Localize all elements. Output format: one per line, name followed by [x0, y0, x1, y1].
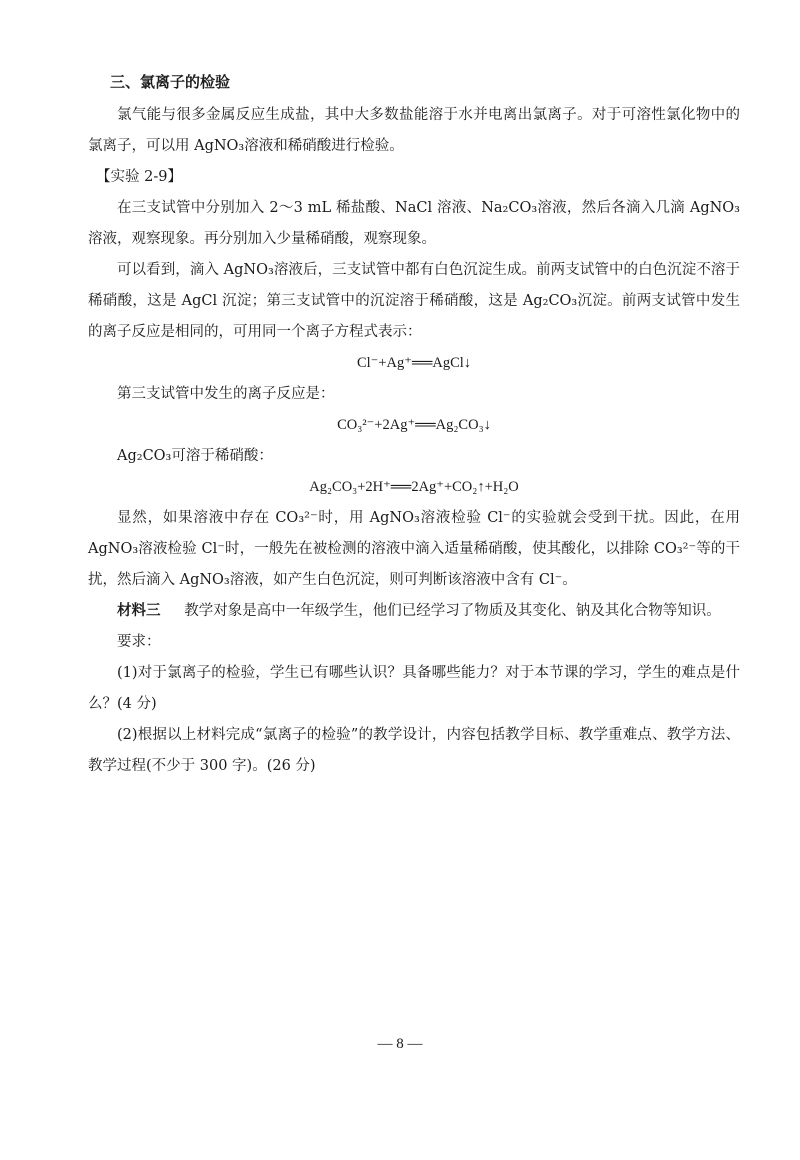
- requirements-label: 要求：: [117, 634, 161, 650]
- material-three-label: 材料三: [117, 603, 161, 619]
- material-three-text: 教学对象是高中一年级学生，他们已经学习了物质及其变化、钠及其化合物等知识。: [184, 603, 721, 619]
- experiment-step: 在三支试管中分别加入 2～3 mL 稀盐酸、NaCl 溶液、Na₂CO₃溶液，然后各滴入几滴 AgNO₃溶液，观察现象。再分别加入少量稀硝酸，观察现象。: [88, 200, 740, 247]
- intro-paragraph: 氯气能与很多金属反应生成盐，其中大多数盐能溶于水并电离出氯离子。对于可溶性氯化物中的氯离子，可以用 AgNO₃溶液和稀硝酸进行检验。: [88, 107, 740, 154]
- equation-2: CO₃²⁻+2Ag⁺══Ag₂CO₃↓: [337, 417, 491, 433]
- third-tube-intro: 第三支试管中发生的离子反应是：: [117, 386, 335, 402]
- equation-1: Cl⁻+Ag⁺══AgCl↓: [356, 355, 472, 371]
- conclusion-paragraph: 显然，如果溶液中存在 CO₃²⁻时，用 AgNO₃溶液检验 Cl⁻的实验就会受到干扰。因此，在用 AgNO₃溶液检验 Cl⁻时，一般先在被检测的溶液中滴入适量稀硝酸，使其酸化，以排除 CO₃²⁻等的干扰，然后滴入 AgNO₃溶液，如产生白色沉淀，则可判断该溶液中含有 Cl⁻。: [88, 510, 740, 588]
- requirement-item-1: (1)对于氯离子的检验，学生已有哪些认识？具备哪些能力？对于本节课的学习，学生的难点是什么？(4 分): [88, 665, 740, 712]
- dissolve-intro: Ag₂CO₃可溶于稀硝酸：: [117, 448, 273, 464]
- requirement-item-2: (2)根据以上材料完成“氯离子的检验”的教学设计，内容包括教学目标、教学重难点、教学方法、教学过程(不少于 300 字)。(26 分): [88, 727, 740, 774]
- material-three-spacer: [165, 603, 180, 619]
- experiment-label: 【实验 2-9】: [96, 169, 182, 185]
- material-three: [88, 596, 740, 627]
- document-page: [88, 68, 740, 782]
- equation-3: Ag₂CO₃+2H⁺══2Ag⁺+CO₂↑+H₂O: [309, 479, 519, 495]
- section-title: 三、氯离子的检验: [110, 73, 231, 91]
- page-number: — 8 —: [377, 1036, 423, 1052]
- experiment-observation: 可以看到，滴入 AgNO₃溶液后，三支试管中都有白色沉淀生成。前两支试管中的白色沉淀不溶于稀硝酸，这是 AgCl 沉淀；第三支试管中的沉淀溶于稀硝酸，这是 Ag₂CO₃沉淀。前两支试管中发生的离子反应是相同的，可用同一个离子方程式表示：: [88, 262, 740, 340]
